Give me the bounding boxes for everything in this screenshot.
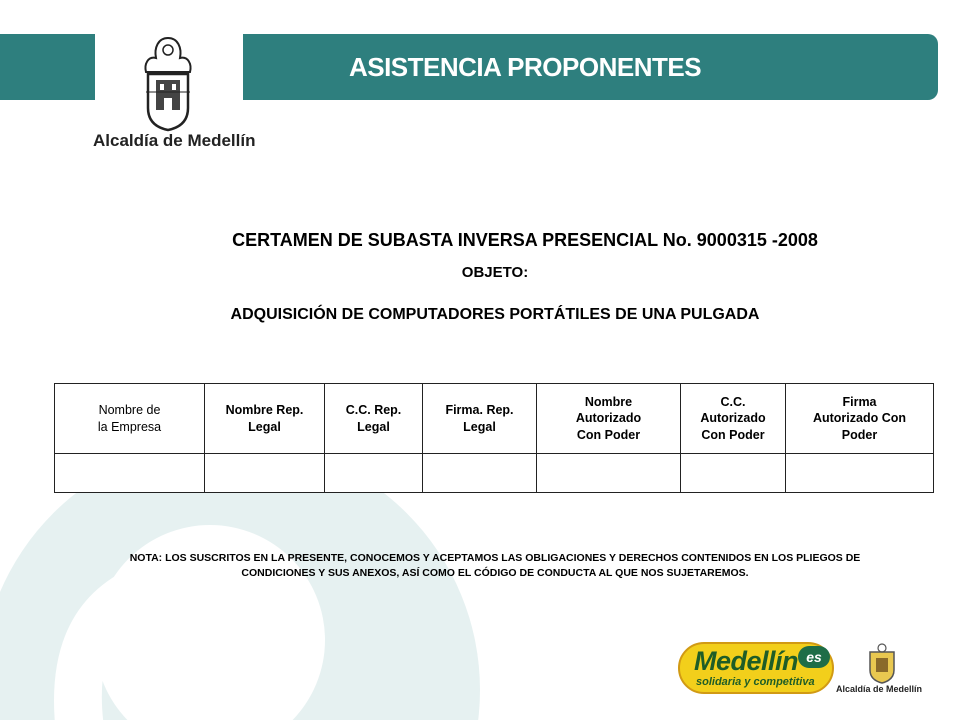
- objeto-text: ADQUISICIÓN DE COMPUTADORES PORTÁTILES DE UNA PULGADA: [230, 306, 760, 323]
- table-cell[interactable]: [325, 454, 423, 493]
- table-cell[interactable]: [423, 454, 537, 493]
- table-cell[interactable]: [681, 454, 786, 493]
- table-row: [55, 454, 934, 493]
- column-header-empresa: Nombre de la Empresa: [55, 384, 205, 454]
- objeto-label: OBJETO:: [461, 264, 529, 281]
- medellin-coat-of-arms-icon: [136, 34, 200, 132]
- column-header-nombre-rep: Nombre Rep. Legal: [205, 384, 325, 454]
- table-cell[interactable]: [786, 454, 934, 493]
- column-header-firma-rep: Firma. Rep. Legal: [423, 384, 537, 454]
- disclaimer-note: NOTA: LOS SUSCRITOS EN LA PRESENTE, CONOCEMOS Y ACEPTAMOS LAS OBLIGACIONES Y DERECHOS CONTENIDOS EN LOS PLIEGOS DE CONDICIONES Y SUS ANEXOS, ASÍ COMO EL CÓDIGO DE CONDUCTA AL QUE NOS SUJETAREMOS.: [129, 552, 861, 579]
- table-cell[interactable]: [55, 454, 205, 493]
- badge-sub-text: solidaria y competitiva: [696, 676, 815, 688]
- table-cell[interactable]: [537, 454, 681, 493]
- column-header-nombre-autorizado: Nombre Autorizado Con Poder: [537, 384, 681, 454]
- column-header-cc-autorizado: C.C. Autorizado Con Poder: [681, 384, 786, 454]
- table-header-row: [55, 384, 934, 454]
- column-header-firma-autorizado: Firma Autorizado Con Poder: [786, 384, 934, 454]
- small-coat-of-arms-icon: [866, 642, 898, 684]
- badge-es-text: es: [798, 646, 830, 668]
- column-header-cc-rep: C.C. Rep. Legal: [325, 384, 423, 454]
- logo-text: Alcaldía de Medellín: [93, 131, 256, 150]
- document-title: CERTAMEN DE SUBASTA INVERSA PRESENCIAL No. 9000315 -2008: [232, 230, 818, 250]
- attendance-table: [54, 383, 934, 493]
- table-cell[interactable]: [205, 454, 325, 493]
- small-logo-text: Alcaldía de Medellín: [836, 684, 923, 694]
- badge-main-text: Medellín: [694, 646, 799, 676]
- page-title: ASISTENCIA PROPONENTES: [348, 52, 702, 82]
